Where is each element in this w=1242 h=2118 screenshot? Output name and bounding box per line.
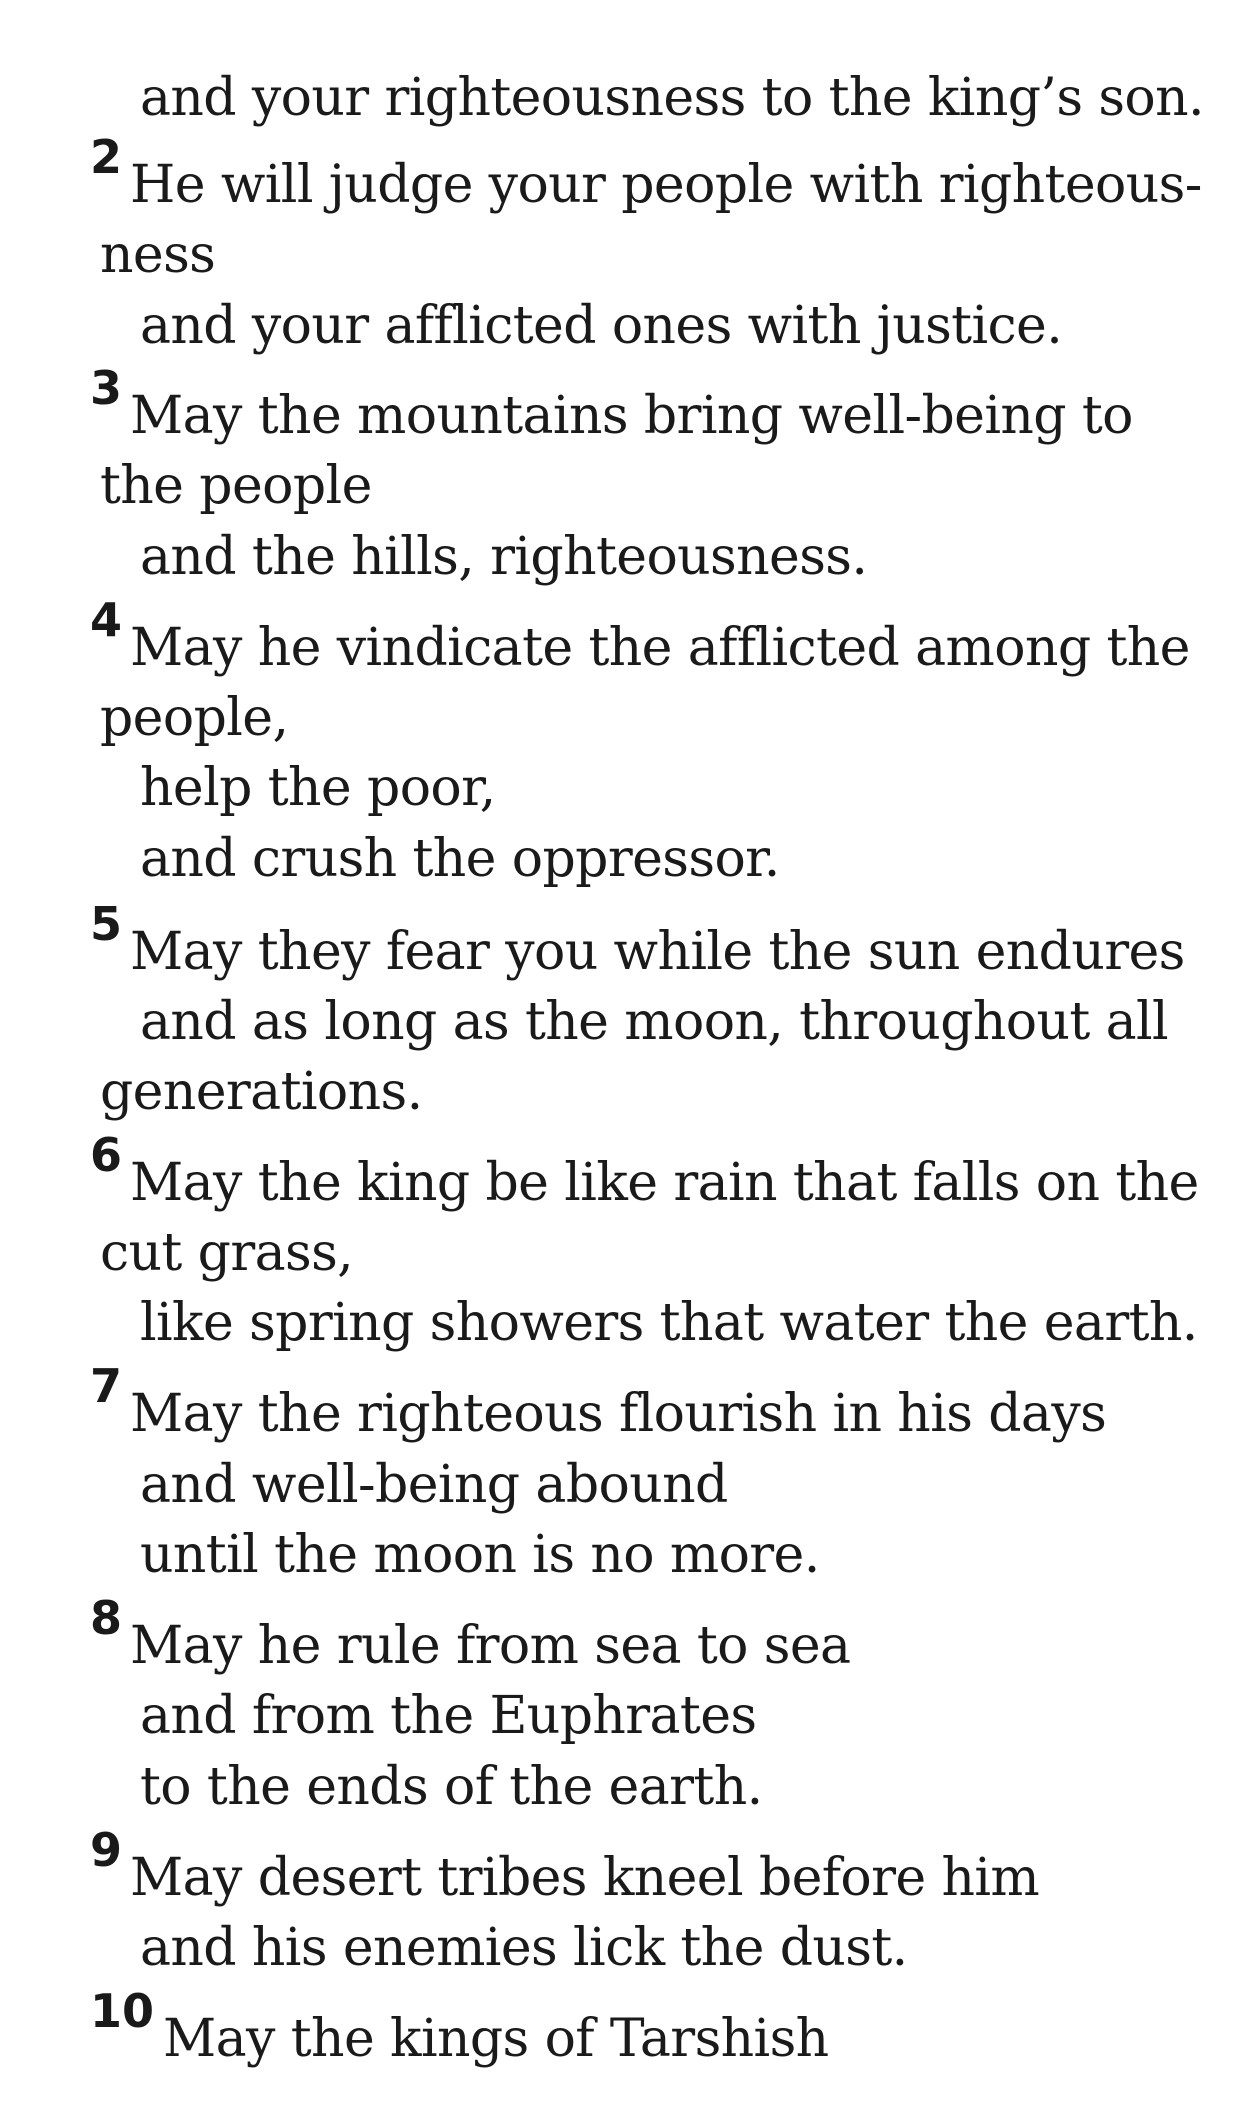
verse-number: 9 [90,1823,123,1877]
verse-number: 2 [90,130,123,184]
verse-line: and well-being abound [140,1455,728,1515]
verse-line: May the king be like rain that falls on the [130,1153,1199,1213]
verse-line: ness [100,225,216,285]
verse-line: and your afflicted ones with justice. [140,296,1063,356]
verse-line: generations. [100,1062,423,1122]
verse-line: May they fear you while the sun endures [130,922,1185,982]
verse-number: 5 [90,897,123,951]
verse-line: and crush the oppressor. [140,829,780,889]
verse-line: people, [100,688,289,748]
verse-line: and as long as the moon, throughout all [140,992,1169,1052]
verse-number: 4 [90,593,123,647]
verse-line: the people [100,456,372,516]
verse-line: cut grass, [100,1223,354,1283]
verse-number: 8 [90,1591,123,1645]
verse-line: May the mountains bring well-being to [130,386,1133,446]
verse-line: May he vindicate the afflicted among the [130,618,1190,678]
verse-line: and from the Euphrates [140,1686,757,1746]
verse-line: until the moon is no more. [140,1525,820,1585]
verse-number: 3 [90,361,123,415]
verse-line: and the hills, righteousness. [140,527,868,587]
verse-line: help the poor, [140,758,496,818]
verse-line: and your righteousness to the king’s son. [140,68,1204,128]
verse-line: May he rule from sea to sea [130,1616,851,1676]
verse-line: May the righteous flourish in his days [130,1384,1107,1444]
verse-line: like spring showers that water the earth. [140,1293,1198,1353]
verse-number: 10 [90,1984,155,2038]
verse-line: May the kings of Tarshish [163,2009,829,2069]
verse-line: and his enemies lick the dust. [140,1918,908,1978]
verse-number: 6 [90,1128,123,1182]
verse-line: He will judge your people with righteous- [130,155,1202,215]
verse-number: 7 [90,1359,123,1413]
verse-line: to the ends of the earth. [140,1757,763,1817]
verse-line: May desert tribes kneel before him [130,1848,1040,1908]
